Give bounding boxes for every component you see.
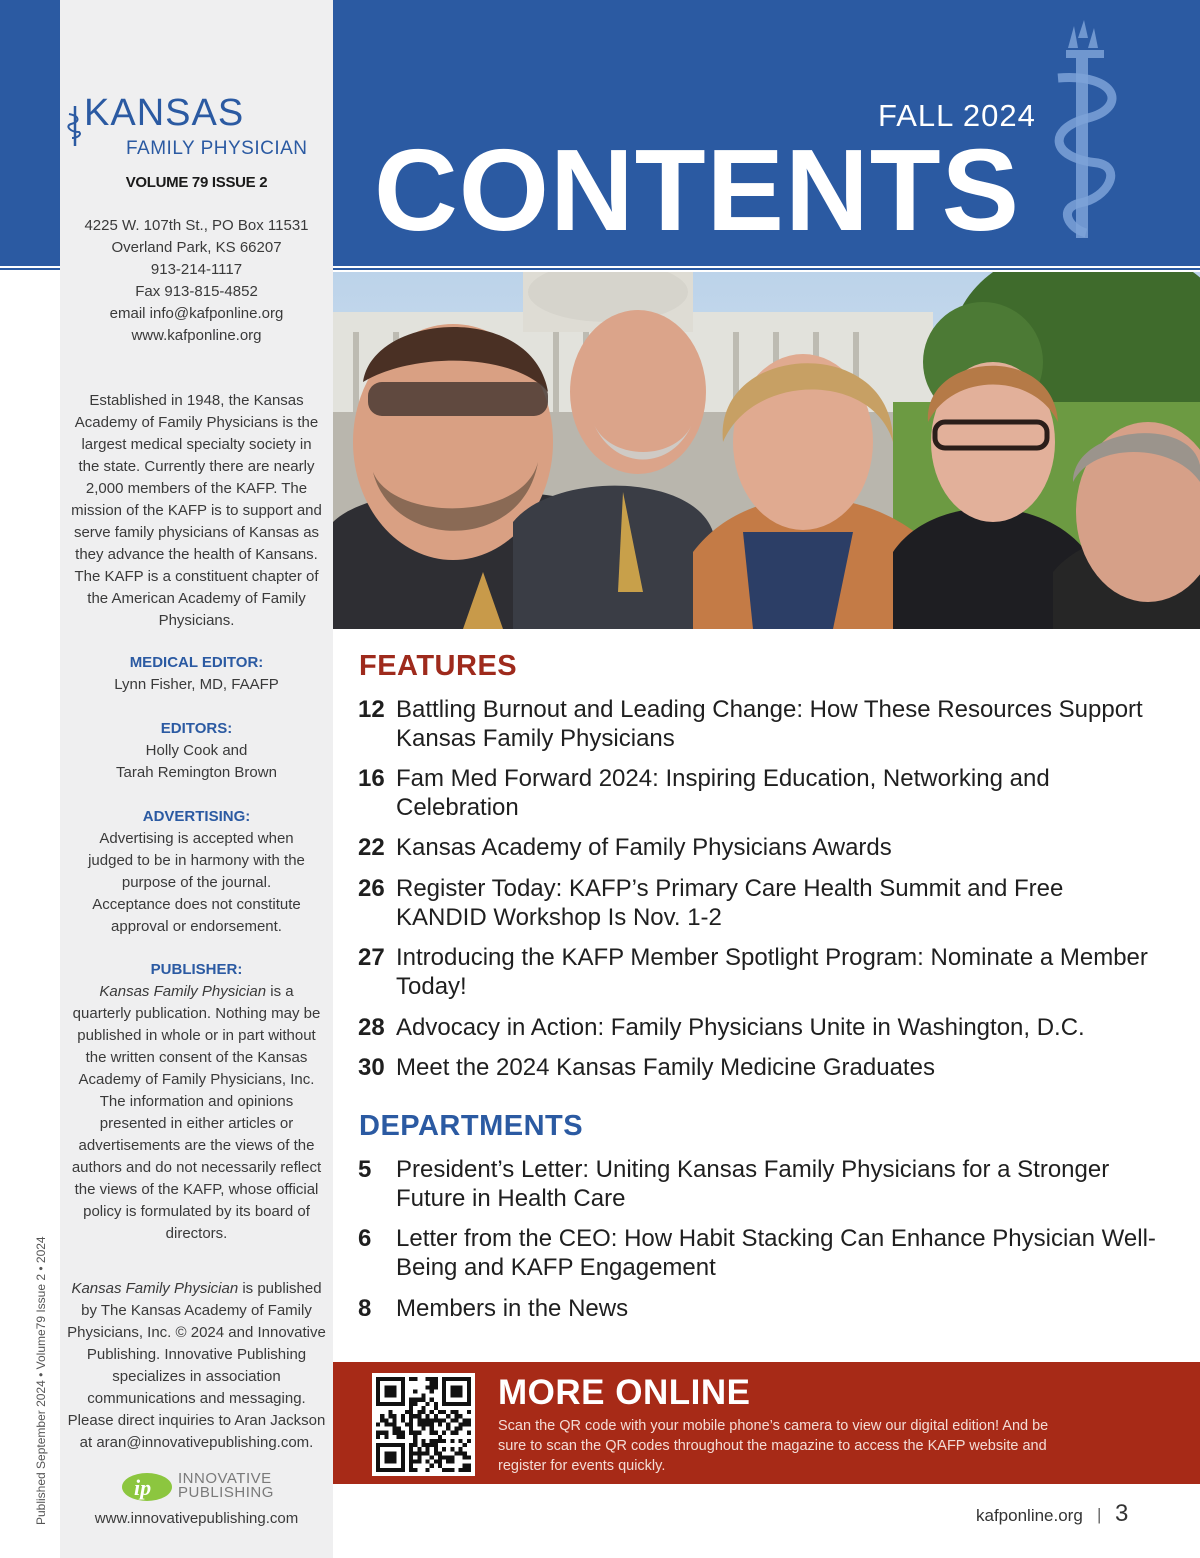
toc-title: Battling Burnout and Leading Change: How These Resources Support Kansas Family Physicians — [396, 696, 1143, 752]
editors-block — [60, 718, 333, 784]
editor-name: Tarah Remington Brown — [116, 764, 277, 781]
advertising-text: Advertising is accepted when judged to be in harmony with the purpose of the journal. Acceptance does not constitute approval or endorsement. — [88, 830, 305, 935]
toc-title: Introducing the KAFP Member Spotlight Program: Nominate a Member Today! — [396, 944, 1148, 1000]
publisher-body: is a quarterly publication. Nothing may be published in whole or in part without the written consent of the Kansas Academy of Family Physicians, Inc. The information and opinions presented in either articles or advertisements are the views of the authors and do not necessarily reflect the views of the KAFP, whose official policy is formulated by its board of directors. — [71, 983, 322, 1242]
publisher-block — [60, 959, 333, 1245]
innovative-publishing-logo — [120, 1470, 280, 1506]
qr-code[interactable] — [372, 1373, 475, 1476]
toc-title: Fam Med Forward 2024: Inspiring Education, Networking and Celebration — [396, 765, 1050, 821]
innovative-publishing-site: www.innovativepublishing.com — [94, 1510, 299, 1527]
toc-title: Advocacy in Action: Family Physicians Unite in Washington, D.C. — [396, 1014, 1085, 1041]
toc-page-number: 30 — [358, 1054, 385, 1081]
svg-text:ip: ip — [134, 1475, 152, 1500]
toc-title: Kansas Academy of Family Physicians Awards — [396, 834, 892, 861]
caduceus-icon — [1038, 18, 1128, 244]
address-line: 4225 W. 107th St., PO Box 11531 — [84, 217, 309, 234]
footer-website[interactable]: kafponline.org — [976, 1506, 1083, 1525]
toc-title: Meet the 2024 Kansas Family Medicine Graduates — [396, 1054, 935, 1081]
advertising-block — [60, 806, 333, 938]
ip-logo-line1: INNOVATIVE — [178, 1470, 272, 1487]
publication-name: Kansas Family Physician — [99, 983, 267, 1000]
toc-title: President’s Letter: Uniting Kansas Family Physicians for a Stronger Future in Health Care — [396, 1156, 1110, 1212]
publication-name: Kansas Family Physician — [71, 1280, 239, 1297]
address-line: Overland Park, KS 66207 — [111, 239, 282, 256]
published-block — [60, 1278, 333, 1454]
group-photo — [333, 272, 1200, 629]
toc-page-number: 16 — [358, 765, 385, 792]
published-body: is published by The Kansas Academy of Family Physicians, Inc. © 2024 and Innovative Publishing. Innovative Publishing specializes in association communications and messaging. Please direct inquiries to Aran Jackson at aran@innovativepublishing.com. — [67, 1280, 326, 1451]
issue-season: FALL 2024 — [878, 98, 1036, 133]
more-online-heading: MORE ONLINE — [498, 1373, 751, 1412]
more-online-text: Scan the QR code with your mobile phone’s camera to view our digital edition! And be sure to scan the QR codes throughout the magazine to access the KAFP website and register for events quickly. — [498, 1418, 1049, 1474]
published-text — [60, 1278, 333, 1454]
toc-page-number: 12 — [358, 696, 385, 723]
volume-issue: VOLUME 79 ISSUE 2 — [125, 174, 268, 191]
publisher-label: PUBLISHER: — [150, 961, 243, 978]
medical-editor-block — [60, 652, 333, 696]
toc-page-number: 26 — [358, 875, 385, 902]
toc-page-number: 5 — [358, 1156, 372, 1183]
editors-label: EDITORS: — [160, 720, 233, 737]
toc-page-number: 28 — [358, 1014, 385, 1041]
page-number: 3 — [1115, 1500, 1129, 1527]
contact-address — [60, 215, 333, 347]
features-heading: FEATURES — [359, 650, 518, 682]
medical-editor-label: MEDICAL EDITOR: — [129, 654, 264, 671]
sidebar — [60, 0, 333, 1558]
publisher-text — [60, 981, 333, 1245]
ip-leaf-icon — [120, 1470, 174, 1504]
ip-logo-text — [178, 1472, 274, 1500]
toc-page-number: 22 — [358, 834, 385, 861]
toc-page-number: 8 — [358, 1295, 372, 1322]
toc-title: Letter from the CEO: How Habit Stacking Can Enhance Physician Well-Being and KAFP Engagement — [396, 1225, 1156, 1281]
kansas-family-physician-logo — [66, 92, 328, 160]
website: www.kafponline.org — [131, 327, 262, 344]
ip-logo-line2: PUBLISHING — [178, 1484, 274, 1501]
medical-editor-name: Lynn Fisher, MD, FAAFP — [114, 676, 279, 693]
toc-page-number: 6 — [358, 1225, 372, 1252]
caduceus-small-icon — [66, 104, 84, 148]
about-kafp: Established in 1948, the Kansas Academy of Family Physicians is the largest medical specialty society in the state. Currently there are nearly 2,000 members of the KAFP. The mission of the KAFP is to support and serve family physicians of Kansas as they advance the health of Kansans. The KAFP is a constituent chapter of the American Academy of Family Physicians. — [71, 392, 322, 629]
email: email info@kafponline.org — [109, 305, 284, 322]
logo-kansas-text: KANSAS — [84, 92, 245, 134]
departments-heading: DEPARTMENTS — [359, 1110, 584, 1142]
toc-title: Members in the News — [396, 1295, 629, 1322]
footer-separator: | — [1097, 1505, 1102, 1524]
vertical-publication-note: Published September 2024 • Volume79 Issue 2 • 2024 — [34, 1236, 48, 1525]
toc-page-number: 27 — [358, 944, 385, 971]
logo-subtitle: FAMILY PHYSICIAN — [126, 138, 308, 159]
phone: 913-214-1117 — [150, 261, 243, 278]
page-title: CONTENTS — [374, 125, 1020, 255]
editor-name: Holly Cook and — [145, 742, 248, 759]
advertising-label: ADVERTISING: — [142, 808, 251, 825]
fax: Fax 913-815-4852 — [135, 283, 258, 300]
toc-title: Register Today: KAFP’s Primary Care Health Summit and Free KANDID Workshop Is Nov. 1-2 — [396, 875, 1064, 931]
